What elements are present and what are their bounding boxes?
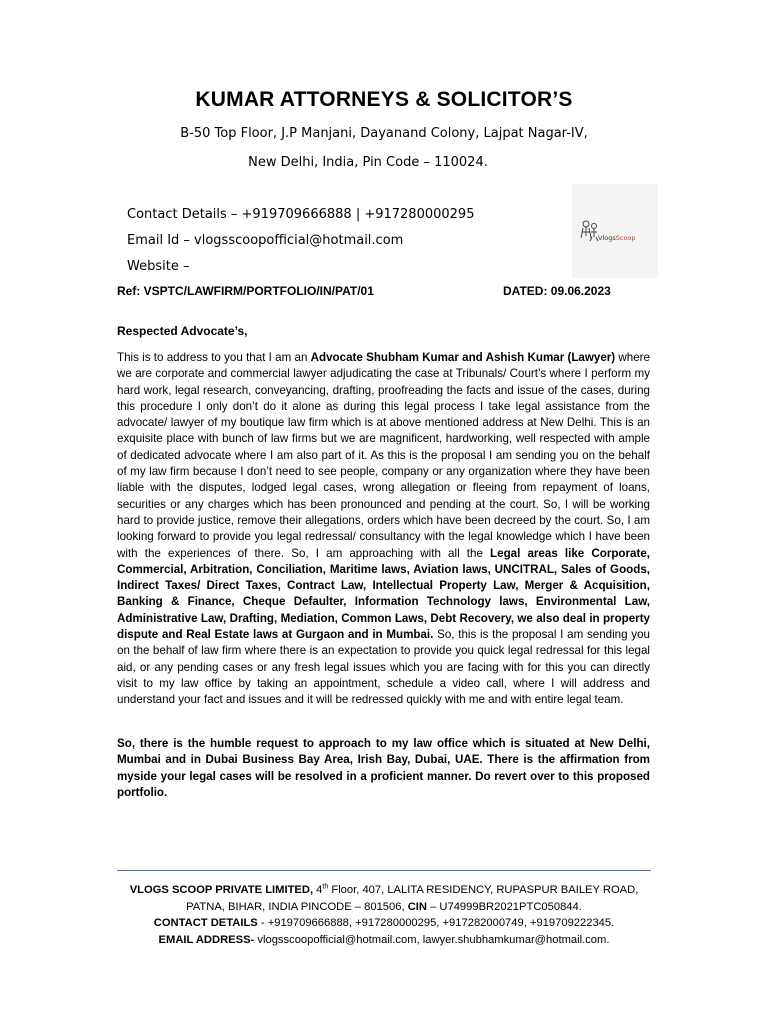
letter-date: DATED: 09.06.2023 bbox=[503, 284, 611, 298]
footer-cin-label: CIN bbox=[407, 900, 427, 913]
footer-line-3 bbox=[0, 915, 768, 932]
firm-name: KUMAR ATTORNEYS & SOLICITOR’S bbox=[195, 88, 573, 111]
p1-advocates: Advocate Shubham Kumar and Ashish Kumar (Lawyer) bbox=[310, 351, 616, 364]
logo-text-vlogs: Vlogs bbox=[598, 234, 616, 242]
vlogsscoop-logo-icon bbox=[572, 184, 658, 278]
address-line-1: B-50 Top Floor, J.P Manjani, Dayanand Colony, Lajpat Nagar-IV, bbox=[180, 126, 588, 141]
footer-contact-label: CONTACT DETAILS bbox=[153, 917, 258, 929]
svg-text:VlogsScoop bbox=[598, 234, 636, 242]
footer-line-1 bbox=[0, 882, 768, 899]
footer-cin-value: – U74999BR2021PTC050844. bbox=[426, 900, 582, 913]
footer-floor-num: 4 bbox=[313, 884, 323, 896]
footer-floor-sup: th bbox=[322, 883, 329, 891]
p1-text-e: So, this is the proposal I am sending you on the behalf of law firm where there is an expectation to provide you quick legal redressal for this legal aid, or any pending cases or any fresh legal issues which you are facing with for this you can directly visit to my law office by taking an appointment, schedule a video call, where I will address and understand your fact and issues and it will be redressed quickly with me and with entire legal team. bbox=[117, 628, 650, 707]
footer-email-label: EMAIL ADDRESS- bbox=[158, 933, 255, 946]
p1-text-c: where we are corporate and commercial lawyer adjudicating the case at Tribunals/ Court’s where I perform my hard work, legal research, conveyancing, drafting, proofreading the facts and issue of the cases, during this procedure I only don’t do it alone as during this legal process I take legal assistance from the advocate/ lawyer of my boutique law firm which is at above mentioned address at New Delhi. This is an exquisite place with bunch of law firms but we are magnificent, hardworking, well respected with ample of dedicated advocate where I am also part of it. As this is the proposal I am sending you on the behalf of my law firm because I don’t need to see people, company or any organization where they have been liable with the disputes, lodged legal cases, wrong allegation or fleeing from repayment of loans, securities or any charges which has been pronounced and pending at the court. So, I will be working hard to provide justice, remove their allegations, orders which have been decreed by the court. So, I am looking forward to provide you legal redressal/ consultancy with the legal knowledge which I have been with the experiences of there. So, I am approaching with all the bbox=[117, 351, 650, 560]
footer-address-a: Floor, 407, LALITA RESIDENCY, RUPASPUR BAILEY ROAD, bbox=[328, 884, 639, 896]
salutation: Respected Advocate’s, bbox=[117, 324, 248, 338]
footer-company: VLOGS SCOOP PRIVATE LIMITED, bbox=[129, 884, 314, 896]
address-line-2: New Delhi, India, Pin Code – 110024. bbox=[248, 155, 488, 170]
website: Website – bbox=[127, 259, 190, 274]
footer-divider bbox=[117, 870, 651, 871]
footer-address-b: PATNA, BIHAR, INDIA PINCODE – 801506, bbox=[186, 900, 408, 913]
email-id: Email Id – vlogsscoopofficial@hotmail.com bbox=[127, 233, 404, 248]
contact-details: Contact Details – +919709666888 | +917280000295 bbox=[127, 207, 475, 222]
p1-text-a: This is to address to you that I am an bbox=[117, 351, 311, 364]
body-paragraph-2: So, there is the humble request to approach to my law office which is situated at New Delhi, Mumbai and in Dubai Business Bay Area, Irish Bay, Dubai, UAE. There is the affirmation from myside your legal cases will be resolved in a proficient manner. Do revert over to this proposed portfolio. bbox=[117, 737, 650, 799]
body-paragraph-1 bbox=[117, 350, 650, 709]
footer bbox=[0, 882, 768, 948]
reference-number: Ref: VSPTC/LAWFIRM/PORTFOLIO/IN/PAT/01 bbox=[117, 284, 374, 298]
footer-email-value: vlogsscoopofficial@hotmail.com, lawyer.shubhamkumar@hotmail.com. bbox=[254, 933, 610, 946]
vlogsscoop-logo bbox=[572, 184, 658, 278]
logo-text-scoop: Scoop bbox=[615, 234, 636, 242]
footer-line-4 bbox=[0, 932, 768, 949]
footer-line-2 bbox=[0, 899, 768, 916]
p1-legal-areas: Legal areas like Corporate, Commercial, Arbitration, Conciliation, Maritime laws, Aviation laws, UNCITRAL, Sales of Goods, Indirect Taxes/ Direct Taxes, Contract Law, Intellectual Property Law, Merger & Acquisition, Banking & Finance, Cheque Defaulter, Information Technology laws, Environmental Law, Administrative Law, Drafting, Mediation, Common Laws, Debt Recovery, we also deal in property dispute and Real Estate laws at Gurgaon and in Mumbai. bbox=[117, 546, 650, 642]
footer-contact-value: - +919709666888, +917280000295, +917282000749, +919709222345. bbox=[257, 917, 615, 929]
